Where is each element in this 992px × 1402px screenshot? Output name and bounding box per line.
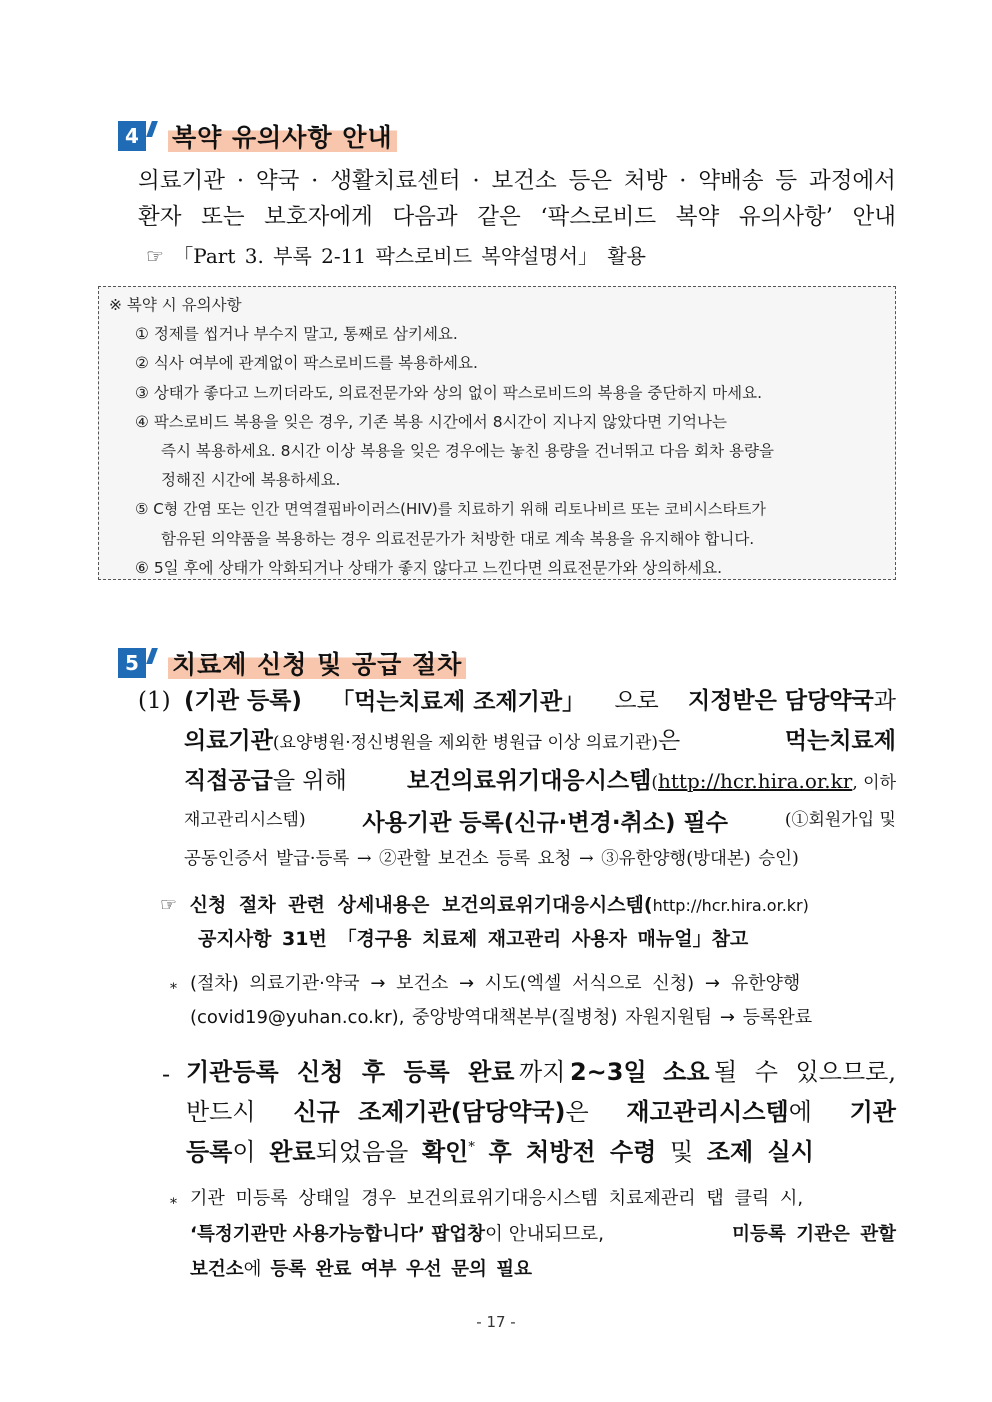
text-fragment: 기관 [849, 1098, 896, 1126]
footnote-marker: * [468, 1140, 475, 1155]
dispensing: 조제 실시 [706, 1138, 814, 1166]
oral-treatment-dispensing-institution: 「먹는치료제 조제기관」 [331, 688, 586, 715]
unregistered-institution-note: 미등록 기관은 관할 [732, 1224, 896, 1245]
text-fragment: 될 수 있으므로, [713, 1058, 896, 1086]
section-4-intro-line-2 [138, 206, 896, 229]
popup-message: ‘특정기관만 사용가능합니다’ 팝업창 [190, 1224, 486, 1245]
section-4-intro-line-1 [138, 170, 896, 193]
paragraph-1-line-4 [184, 812, 896, 835]
registration-timeline-line-3 [186, 1140, 814, 1164]
note-item-continued: 함유된 의약품을 복용하는 경우 의료전문가가 처방한 대로 계속 복용을 유지해야 합니다. [161, 530, 755, 548]
direct-supply: 직접공급 [184, 768, 273, 794]
registration: 등록 [186, 1138, 233, 1166]
hcr-system-link[interactable]: http://hcr.hira.or.kr [658, 769, 853, 793]
note-item: ① 정제를 씹거나 부수지 말고, 통째로 삼키세요. [135, 325, 458, 343]
word: 등은 [568, 168, 613, 194]
word: 같은 [477, 204, 521, 230]
text-fragment: 은 [565, 1098, 589, 1126]
word: 의료기관 [138, 168, 225, 194]
note-item: ④ 팍스로비드 복용을 잊은 경우, 기존 복용 시간에서 8시간이 지나지 않았다면 기억나는 [135, 413, 727, 431]
institution-scope-note: (요양병원·정신병원을 제외한 병원급 이상 의료기관) [272, 733, 659, 753]
text-fragment: 되었음을 [315, 1138, 409, 1166]
word: 복약 [675, 204, 720, 230]
footnote-line-2 [190, 1226, 896, 1245]
completion: 완료 [269, 1138, 316, 1166]
word: · [472, 168, 480, 194]
note-item-continued: 즉시 복용하세요. 8시간 이상 복용을 잊은 경우에는 놓친 용량을 건너뛰고 다음 회차 용량을 [161, 442, 774, 460]
word: 또는 [201, 204, 245, 230]
procedure-step-1: (①회원가입 및 [784, 810, 896, 830]
word: 안내 [852, 204, 896, 230]
hcr-system-url: http://hcr.hira.or.kr) [652, 896, 809, 915]
text-fragment: 에 [788, 1098, 812, 1126]
text-fragment: 이 안내되므로, [485, 1224, 605, 1245]
footnote-line-1: 기관 미등록 상태일 경우 보건의료위기대응시스템 치료제관리 탭 클릭 시, [190, 1188, 804, 1209]
text-fragment: 과 [873, 688, 896, 714]
inventory-system: 재고관리시스템 [626, 1098, 789, 1126]
prescription-receipt: 후 처방전 수령 [488, 1138, 657, 1166]
word: 등 [775, 168, 798, 194]
text-fragment: 으로 [614, 688, 659, 714]
section-5-title: 치료제 신청 및 공급 절차 [168, 645, 466, 681]
medical-institution: 의료기관 [184, 728, 273, 754]
registration-timeline-line-2 [186, 1100, 896, 1124]
procedure-line-2: (covid19@yuhan.co.kr), 중앙방역대책본부(질병청) 자원지원팀 → 등록완료 [190, 1007, 813, 1028]
section-5-number: 5 [118, 648, 146, 678]
text-fragment: ☞ 신청 절차 관련 상세내용은 보건의료위기대응시스템( [160, 894, 653, 916]
paragraph-1-line-2 [184, 730, 896, 753]
section-4-title: 복약 유의사항 안내 [168, 118, 397, 154]
new-dispensing-institution: 신규 조제기관(담당약국) [293, 1098, 566, 1126]
confirm: 확인 [421, 1138, 469, 1166]
page-number: - 17 - [476, 1313, 516, 1331]
crisis-response-system-name: 보건의료위기대응시스템 [406, 768, 652, 794]
section-5-heading [118, 645, 466, 681]
note-item: ⑥ 5일 후에 상태가 악화되거나 상태가 좋지 않다고 느낀다면 의료전문가와 상의하세요. [135, 559, 723, 577]
note-item: ③ 상태가 좋다고 느끼더라도, 의료전문가와 상의 없이 팍스로비드의 복용을 중단하지 마세요. [135, 384, 763, 402]
section-4-heading [118, 118, 397, 154]
text-fragment: 반드시 [186, 1098, 256, 1126]
word: ‘팍스로비드 [540, 204, 657, 230]
registration-required: 사용기관 등록(신규·변경·취소) 필수 [362, 810, 728, 836]
word: 보건소 [491, 168, 557, 194]
word: · [679, 168, 687, 194]
procedure-star: * [170, 981, 177, 997]
text-fragment: ( [651, 773, 658, 793]
institution-registration-label: (기관 등록) [184, 688, 302, 714]
text-fragment: 까지 [519, 1058, 566, 1086]
note-item: ② 식사 여부에 관계없이 팍스로비드를 복용하세요. [135, 354, 478, 372]
text-fragment: 은 [658, 728, 681, 754]
text-fragment: 에 [243, 1259, 262, 1280]
dash-mark: - [162, 1060, 171, 1088]
processing-time: 2~3일 소요 [569, 1058, 710, 1086]
word: 약국 [255, 168, 300, 194]
paragraph-1-number: (1) [138, 688, 171, 714]
text-fragment: 및 [669, 1138, 694, 1166]
detail-reference-line-1 [160, 896, 809, 915]
registration-completion: 기관등록 신청 후 등록 완료 [186, 1058, 515, 1086]
word: 약배송 [698, 168, 764, 194]
section-4-number: 4 [118, 121, 146, 151]
word: · [311, 168, 319, 194]
note-item: ⑤ C형 간염 또는 인간 면역결핍바이러스(HIV)를 치료하기 위해 리토나비르 또는 코비시스타트가 [135, 500, 766, 518]
text-fragment: , 이하 [852, 773, 896, 793]
word: 과정에서 [808, 168, 896, 194]
procedure-line-1: (절차) 의료기관·약국 → 보건소 → 시도(엑셀 서식으로 신청) → 유한양행 [190, 973, 801, 994]
word: 처방 [623, 168, 668, 194]
registration-timeline-line-1 [186, 1060, 896, 1084]
word: · [236, 168, 244, 194]
word: 다음과 [392, 204, 458, 230]
note-item-continued: 정해진 시간에 복용하세요. [161, 471, 341, 489]
text-fragment: 이 [232, 1138, 256, 1166]
detail-reference-line-2: 공지사항 31번 「경구용 치료제 재고관리 사용자 매뉴얼」참고 [198, 928, 749, 950]
designated-pharmacy: 지정받은 담당약국 [687, 688, 874, 714]
word: 환자 [138, 204, 182, 230]
notes-header: ※ 복약 시 유의사항 [109, 296, 242, 314]
oral-treatment-label: 먹는치료제 [784, 728, 896, 754]
footnote-line-3 [190, 1261, 532, 1280]
inquiry-required: 등록 완료 여부 우선 문의 필요 [270, 1259, 533, 1280]
dosing-precautions-box [98, 286, 896, 580]
word: 유의사항’ [738, 204, 833, 230]
text-fragment: 을 위해 [272, 768, 347, 794]
word: 생활치료센터 [330, 168, 461, 194]
health-center: 보건소 [190, 1259, 244, 1280]
paragraph-1-line-3 [184, 770, 896, 793]
word: 보호자에게 [264, 204, 373, 230]
inventory-system-alias: 재고관리시스템) [184, 810, 306, 830]
paragraph-1-line-1 [184, 690, 896, 713]
paragraph-1-line-5: 공동인증서 발급·등록 → ②관할 보건소 등록 요청 → ③유한양행(방대본) 승인) [184, 849, 799, 869]
footnote-star: * [170, 1196, 177, 1212]
section-4-reference: ☞ 「Part 3. 부록 2-11 팍스로비드 복약설명서」 활용 [146, 244, 647, 268]
